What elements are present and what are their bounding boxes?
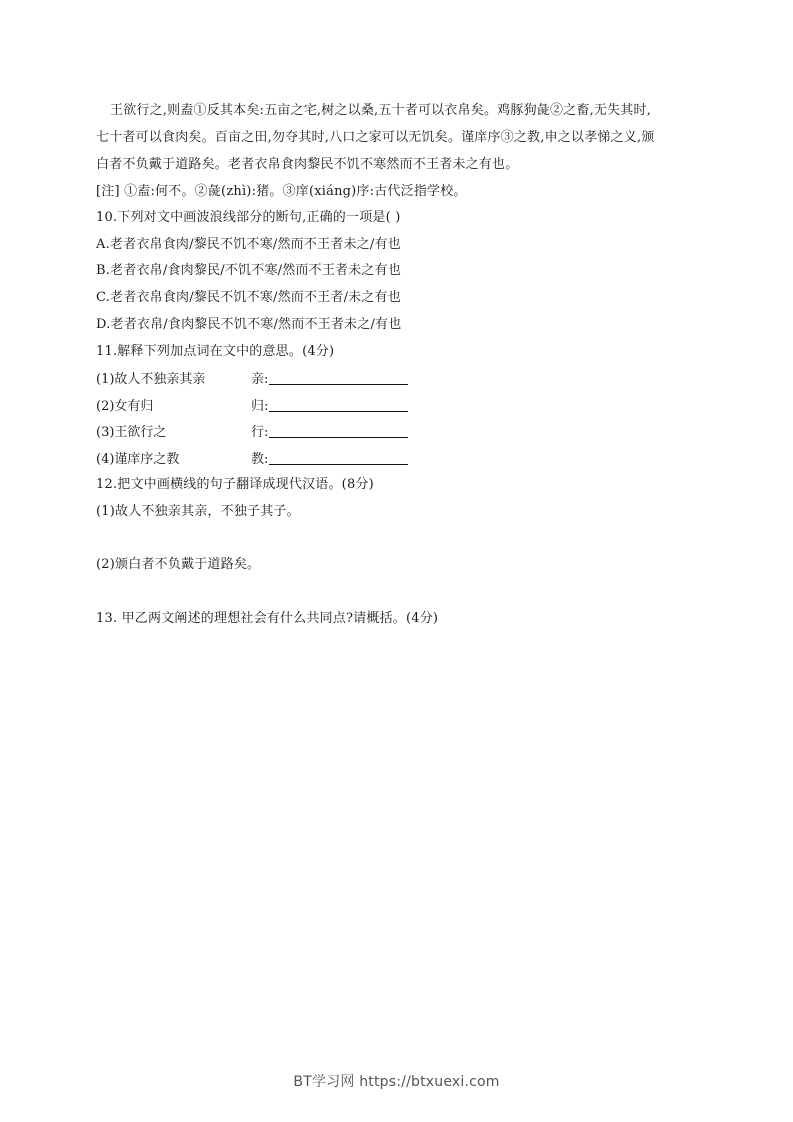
q11-stem: 11.解释下列加点词在文中的意思。(4分) <box>96 344 335 359</box>
passage-line-1: 王欲行之,则盍①反其本矣:五亩之宅,树之以桑,五十者可以衣帛矣。鸡豚狗彘②之畜,无失其时, <box>110 103 652 118</box>
footer-watermark: BT学习网 https://btxuexi.com <box>293 1074 500 1090</box>
q11-item-1-answer-blank[interactable] <box>269 370 408 385</box>
q11-item-2-answer-blank[interactable] <box>269 397 408 412</box>
q12-stem: 12.把文中画横线的句子翻译成现代汉语。(8分) <box>96 477 374 492</box>
passage-note: [注] ①盍:何不。②彘(zhì):猪。③庠(xiáng)序:古代泛指学校。 <box>96 184 467 199</box>
q11-item-1-phrase: (1)故人不独亲其亲 <box>96 372 206 387</box>
q11-item-3-key: 行: <box>251 425 269 440</box>
q10-option-b: B.老者衣帛/食肉黎民/不饥不寒/然而不王者未之有也 <box>96 263 402 278</box>
q10-option-a: A.老者衣帛食肉/黎民不饥不寒/然而不王者未之/有也 <box>96 237 401 252</box>
q11-item-3 <box>96 423 408 442</box>
q11-item-3-phrase: (3)王欲行之 <box>96 425 167 440</box>
q12-item-2: (2)颁白者不负戴于道路矣。 <box>96 557 261 572</box>
passage-line-2: 七十者可以食肉矣。百亩之田,勿夺其时,八口之家可以无饥矣。谨庠序③之教,申之以孝悌之义,颁 <box>96 130 655 145</box>
q11-item-4-key: 教: <box>251 452 269 467</box>
q11-item-4-answer-blank[interactable] <box>269 450 408 465</box>
q11-item-2-key: 归: <box>251 399 269 414</box>
q10-option-c: C.老者衣帛食肉/黎民不饥不寒/然而不王者/未之有也 <box>96 290 401 305</box>
q11-item-4 <box>96 450 408 469</box>
q12-item-1: (1)故人不独亲其亲，不独子其子。 <box>96 504 300 519</box>
q11-item-3-answer-blank[interactable] <box>269 423 408 438</box>
q11-item-1-key: 亲: <box>251 372 269 387</box>
q10-option-d: D.老者衣帛/食肉黎民不饥不寒/然而不王者未之/有也 <box>96 317 402 332</box>
q11-item-2-phrase: (2)女有归 <box>96 399 154 414</box>
q11-item-4-phrase: (4)谨庠序之教 <box>96 452 180 467</box>
q13-stem: 13. 甲乙两文阐述的理想社会有什么共同点?请概括。(4分) <box>96 611 439 626</box>
q11-item-2 <box>96 397 408 416</box>
q11-item-1 <box>96 370 408 389</box>
passage-line-3: 白者不负戴于道路矣。老者衣帛食肉黎民不饥不寒然而不王者未之有也。 <box>96 157 519 172</box>
q10-stem: 10.下列对文中画波浪线部分的断句,正确的一项是( ) <box>96 210 401 225</box>
